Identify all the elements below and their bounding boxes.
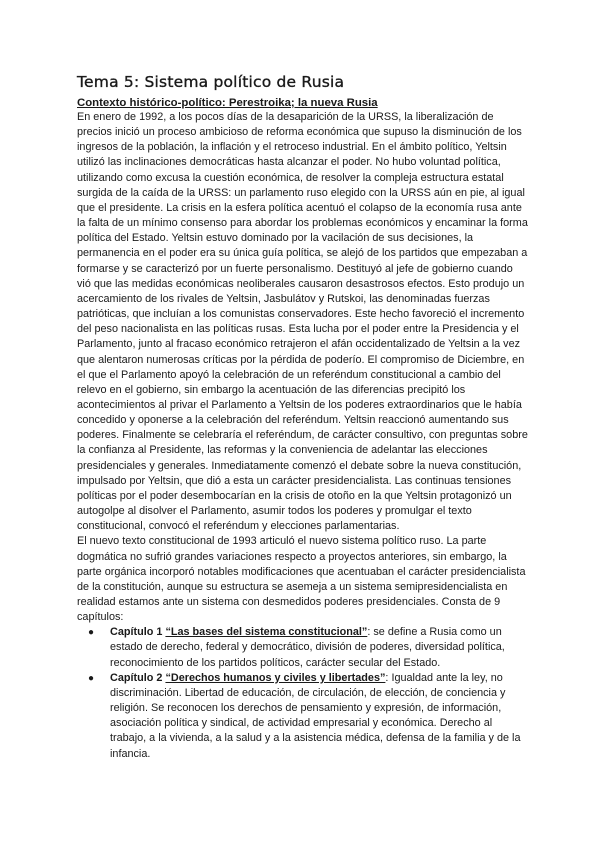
section-subtitle: Contexto histórico-político: Perestroika; la nueva Rusia [77, 97, 378, 109]
list-item [88, 625, 529, 670]
chapter-heading: “Las bases del sistema constitucional” [165, 626, 368, 639]
paragraph-context: En enero de 1992, a los pocos días de la desaparición de la URSS, la liberalización de precios inició un proceso ambicioso de reforma económica que supuso la disminución de los ingresos de la población, la inflación y el retroceso industrial. En el ámbito político, Yeltsin utilizó las inclinaciones democráticas hasta alcanzar el poder. No hubo voluntad política, utilizando como excusa la cuestión económica, de resolver la compleja estructura estatal surgida de la caída de la URSS: un parlamento ruso elegido con la URSS aún en pie, al igual que el presidente. La crisis en la esfera política acentuó el colapso de la economía rusa ante la falta de un mínimo consenso para abordar los problemas económicos y encaminar la forma política del Estado. Yeltsin estuvo dominado por la vacilación de sus decisiones, la permanencia en el poder era su única guía política, se alejó de los partidos que empezaban a formarse y se caracterizó por un fuerte personalismo. Destituyó al jefe de gobierno cuando vió que las medidas económicas neoliberales causaron desastrosos efectos. Esto produjo un acercamiento de los rivales de Yeltsin, Jasbulátov y Rutskoi, las denominadas fuerzas patrióticas, que incluían a los comunistas conservadores. Este hecho favoreció el incremento del peso nacionalista en las políticas rusas. Esta lucha por el poder entre la Presidencia y el Parlamento, junto al fracaso económico retrajeron el afán occidentalizado de Yeltsin a la vez que alentaron numerosas críticas por la pérdida de poderío. El compromiso de Diciembre, en el que el Parlamento apoyó la celebración de un referéndum constitucional a cambio del relevo en el gobierno, sin embargo la acentuación de las diferencias precipitó los acontecimientos al privar el Parlamento a Yeltsin de los poderes extraordinarios que le había concedido y oponerse a la celebración del referéndum. Yeltsin reaccionó aumentando sus poderes. Finalmente se celebraría el referéndum, de carácter consultivo, con preguntas sobre la confianza al Presidente, las reformas y la conveniencia de adelantar las elecciones presidenciales y generales. Inmediatamente comenzó el debate sobre la nueva constitución, impulsado por Yeltsin, que dió a esta un carácter presidencialista. Las continuas tensiones políticas por el poder desembocarían en la crisis de otoño en la que Yeltsin protagonizó un autogolpe al disolver el Parlamento, asumir todos los poderes y promulgar el texto constitucional, convocó el referéndum y elecciones parlamentarias. [77, 111, 528, 533]
bullet-icon: ● [88, 672, 95, 684]
document-page [77, 72, 529, 762]
document-title: Tema 5: Sistema político de Rusia [77, 73, 345, 91]
chapter-text: : se define a Rusia como un estado de derecho, federal y democrático, división de poderes, diversidad política, reconocimiento de los partidos políticos, carácter secular del Estado. [110, 626, 505, 669]
chapter-heading: “Derechos humanos y civiles y libertades” [165, 671, 386, 684]
list-item [88, 671, 529, 762]
chapter-label: Capítulo 2 [110, 671, 166, 684]
chapter-label: Capítulo 1 [110, 626, 166, 639]
chapter-list [77, 625, 529, 761]
chapter-text: : Igualdad ante la ley, no discriminación. Libertad de educación, de circulación, de elección, de conciencia y religión. Se reconocen los derechos de pensamiento y expresión, de información, asociación política y sindical, de actividad empresarial y económica. Derecho al trabajo, a la vivienda, a la salud y a la asistencia médica, defensa de la familia y de la infancia. [110, 671, 521, 760]
bullet-icon: ● [88, 627, 95, 639]
paragraph-constitution: El nuevo texto constitucional de 1993 articuló el nuevo sistema político ruso. La parte dogmática no sufrió grandes variaciones respecto a proyectos anteriores, sin embargo, la parte orgánica incorporó notables modificaciones que acentuaban el carácter presidencialista de la constitución, aunque su estructura se asemeja a un sistema semipresidencialista en realidad estamos ante un sistema con desmedidos poderes presidenciales. Consta de 9 capítulos: [77, 535, 526, 624]
